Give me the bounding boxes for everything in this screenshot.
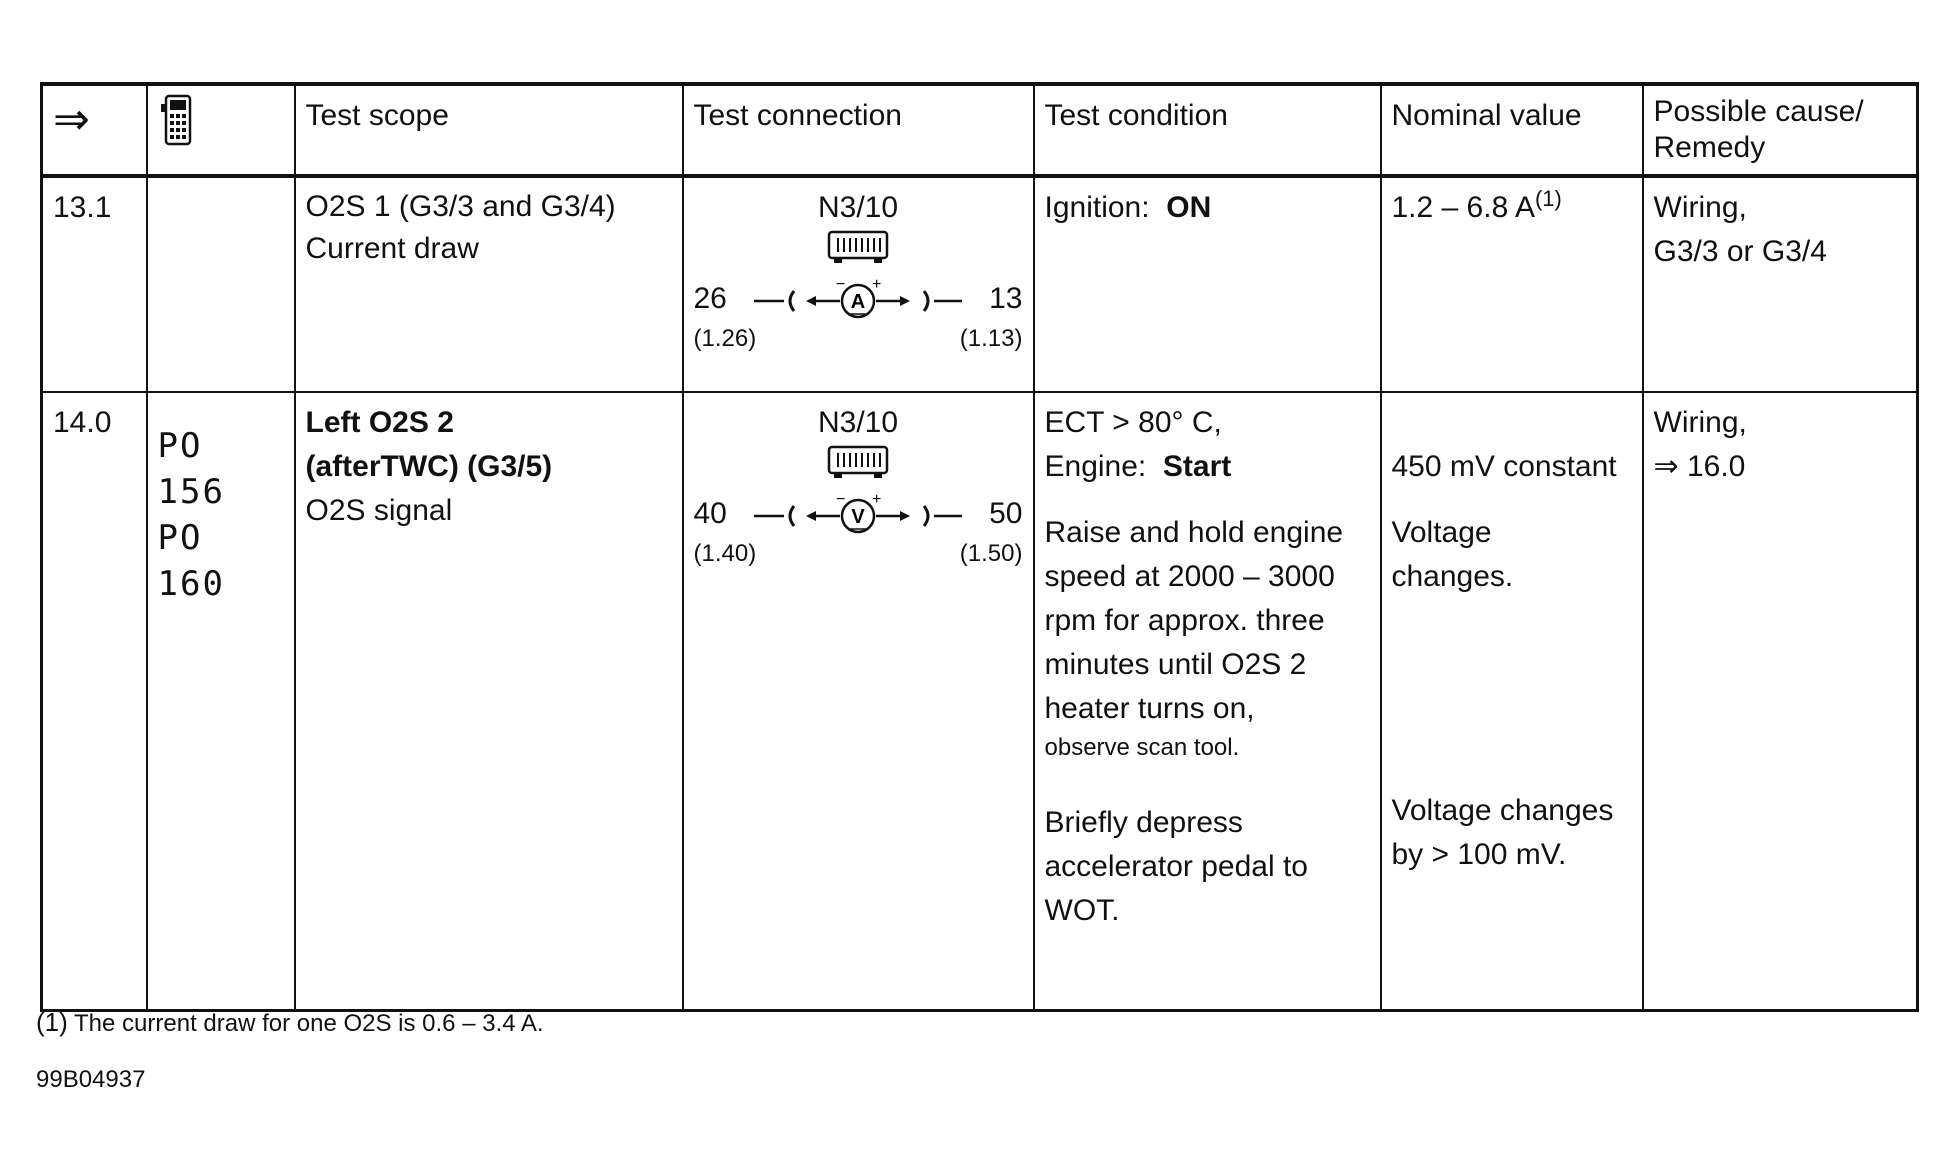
condition-line: speed at 2000 – 3000 — [1044, 560, 1335, 593]
test-connection-cell — [683, 392, 1034, 1011]
possible-cause-cell — [1643, 176, 1918, 392]
footnote-marker: (1) — [36, 1007, 68, 1037]
condition-line: WOT. — [1044, 894, 1120, 927]
condition-line: observe scan tool. — [1044, 734, 1240, 761]
condition-line: heater turns on, — [1044, 692, 1255, 725]
voltmeter-connection-icon — [748, 494, 968, 534]
header-arrow-cell — [42, 84, 147, 176]
nominal-value: by > 100 mV. — [1391, 838, 1567, 871]
test-scope-cell — [295, 392, 683, 1011]
meter-minus: − — [836, 494, 846, 508]
test-condition-cell — [1034, 176, 1381, 392]
condition-line: rpm for approx. three — [1044, 604, 1325, 637]
cause-line: Wiring, — [1653, 191, 1747, 224]
meter-plus: + — [872, 279, 882, 293]
header-test-connection: Test connection — [683, 84, 1034, 176]
scan-tool-icon — [158, 94, 198, 146]
connection-wiring — [694, 492, 1023, 536]
condition-line: minutes until O2S 2 — [1044, 648, 1307, 681]
dtc-code: PO 156 — [157, 426, 225, 512]
condition-value: ON — [1166, 191, 1212, 224]
connection-wiring — [694, 277, 1023, 321]
condition-prefix: Engine: — [1044, 450, 1147, 483]
test-scope-line: (afterTWC) (G3/5) — [305, 450, 553, 483]
step-number: 14.0 — [42, 392, 147, 1011]
pin-right: 50 — [989, 497, 1023, 530]
condition-prefix: Ignition: — [1044, 191, 1150, 224]
nominal-value: 1.2 – 6.8 A — [1391, 191, 1535, 224]
dtc-cell — [147, 176, 295, 392]
test-scope-line: O2S signal — [305, 494, 453, 527]
condition-line: ECT > 80° C, — [1044, 406, 1222, 439]
possible-cause-cell — [1643, 392, 1918, 1011]
cause-line: G3/3 or G3/4 — [1653, 235, 1827, 268]
meter-symbol: A — [850, 291, 866, 313]
condition-line: Briefly depress — [1044, 806, 1243, 839]
condition-line: accelerator pedal to — [1044, 850, 1308, 883]
pin-left: 26 — [693, 282, 727, 315]
step-number: 13.1 — [42, 176, 147, 392]
test-scope-line: O2S 1 (G3/3 and G3/4) — [305, 190, 616, 223]
header-nominal-value: Nominal value — [1381, 84, 1643, 176]
connector-icon — [826, 445, 890, 479]
pin-ref-left: (1.26) — [693, 325, 757, 352]
cause-line: Wiring, — [1653, 406, 1747, 439]
header-possible-cause-line1: Possible cause/ — [1653, 95, 1864, 128]
document-id: 99B04937 — [36, 1066, 146, 1093]
pin-right: 13 — [989, 282, 1023, 315]
table-row — [42, 176, 1918, 392]
meter-plus: + — [872, 494, 882, 508]
header-test-scope: Test scope — [295, 84, 683, 176]
condition-line: Raise and hold engine — [1044, 516, 1344, 549]
nominal-value: Voltage — [1391, 516, 1492, 549]
condition-value: Start — [1162, 450, 1232, 483]
header-test-condition: Test condition — [1034, 84, 1381, 176]
footnote-ref: (1) — [1534, 186, 1562, 211]
table-header-row — [42, 84, 1918, 176]
nominal-value-cell — [1381, 392, 1643, 1011]
header-possible-cause-line2: Remedy — [1653, 131, 1766, 164]
pin-ref-right: (1.50) — [959, 540, 1023, 567]
diagnostic-test-table — [40, 82, 1919, 1012]
test-scope-line: Current draw — [305, 232, 479, 265]
pin-ref-left: (1.40) — [693, 540, 757, 567]
nominal-value: Voltage changes — [1391, 794, 1614, 827]
test-connection-cell — [683, 176, 1034, 392]
meter-symbol: V — [851, 506, 865, 528]
cause-line: ⇒ 16.0 — [1653, 450, 1746, 483]
pin-left: 40 — [693, 497, 727, 530]
test-condition-cell — [1034, 392, 1381, 1011]
nominal-value-cell — [1381, 176, 1643, 392]
dtc-code: PO 160 — [157, 518, 225, 604]
table-row — [42, 392, 1918, 1011]
ammeter-connection-icon — [748, 279, 968, 319]
footnote-text: The current draw for one O2S is 0.6 – 3.4 A. — [74, 1010, 544, 1037]
module-label: N3/10 — [817, 191, 899, 224]
module-label: N3/10 — [817, 406, 899, 439]
meter-minus: − — [836, 279, 846, 293]
nominal-value: 450 mV constant — [1391, 450, 1617, 483]
test-scope-line: Left O2S 2 — [305, 406, 454, 439]
connector-icon — [826, 230, 890, 264]
header-possible-cause — [1643, 84, 1918, 176]
footnote — [36, 1007, 544, 1038]
header-scan-tool-cell — [147, 84, 295, 176]
dtc-cell — [147, 392, 295, 1011]
double-arrow-icon: ⇒ — [53, 95, 90, 144]
nominal-value: changes. — [1391, 560, 1514, 593]
test-scope-cell — [295, 176, 683, 392]
pin-ref-right: (1.13) — [959, 325, 1023, 352]
